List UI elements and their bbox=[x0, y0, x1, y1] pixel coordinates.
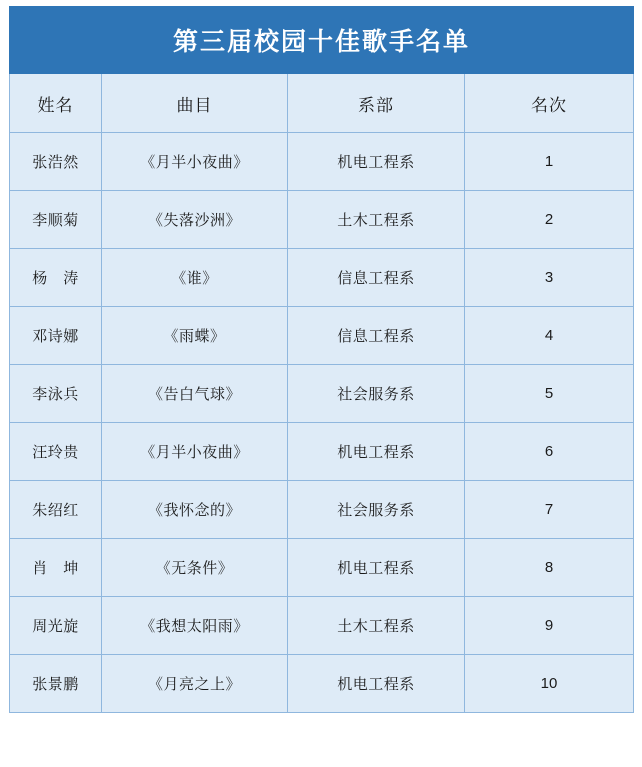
cell-dept: 机电工程系 bbox=[288, 655, 465, 713]
table-row bbox=[10, 133, 634, 191]
column-header-song: 曲目 bbox=[102, 74, 288, 133]
cell-rank: 2 bbox=[465, 191, 634, 249]
table-row bbox=[10, 249, 634, 307]
cell-dept: 土木工程系 bbox=[288, 597, 465, 655]
cell-rank: 10 bbox=[465, 655, 634, 713]
table-row bbox=[10, 191, 634, 249]
cell-rank: 7 bbox=[465, 481, 634, 539]
cell-rank: 1 bbox=[465, 133, 634, 191]
cell-song: 《无条件》 bbox=[102, 539, 288, 597]
page-title: 第三届校园十佳歌手名单 bbox=[10, 7, 634, 74]
header-row bbox=[10, 74, 634, 133]
cell-name: 杨 涛 bbox=[10, 249, 102, 307]
cell-rank: 5 bbox=[465, 365, 634, 423]
column-header-dept: 系部 bbox=[288, 74, 465, 133]
table-row bbox=[10, 539, 634, 597]
cell-song: 《我想太阳雨》 bbox=[102, 597, 288, 655]
cell-dept: 土木工程系 bbox=[288, 191, 465, 249]
table-row bbox=[10, 307, 634, 365]
cell-song: 《月亮之上》 bbox=[102, 655, 288, 713]
cell-dept: 信息工程系 bbox=[288, 307, 465, 365]
cell-rank: 9 bbox=[465, 597, 634, 655]
cell-name: 张景鹏 bbox=[10, 655, 102, 713]
singer-list-table bbox=[9, 6, 634, 713]
table-body bbox=[10, 7, 634, 713]
column-header-rank: 名次 bbox=[465, 74, 634, 133]
cell-name: 汪玲贵 bbox=[10, 423, 102, 481]
column-header-name: 姓名 bbox=[10, 74, 102, 133]
cell-song: 《失落沙洲》 bbox=[102, 191, 288, 249]
cell-name: 肖 坤 bbox=[10, 539, 102, 597]
cell-rank: 6 bbox=[465, 423, 634, 481]
cell-dept: 社会服务系 bbox=[288, 365, 465, 423]
cell-dept: 机电工程系 bbox=[288, 423, 465, 481]
cell-rank: 3 bbox=[465, 249, 634, 307]
cell-dept: 机电工程系 bbox=[288, 133, 465, 191]
table-row bbox=[10, 597, 634, 655]
cell-song: 《告白气球》 bbox=[102, 365, 288, 423]
cell-name: 周光旋 bbox=[10, 597, 102, 655]
cell-song: 《雨蝶》 bbox=[102, 307, 288, 365]
table-row bbox=[10, 365, 634, 423]
table-row bbox=[10, 481, 634, 539]
table-row bbox=[10, 655, 634, 713]
cell-dept: 信息工程系 bbox=[288, 249, 465, 307]
cell-dept: 社会服务系 bbox=[288, 481, 465, 539]
cell-song: 《谁》 bbox=[102, 249, 288, 307]
cell-song: 《月半小夜曲》 bbox=[102, 133, 288, 191]
cell-name: 张浩然 bbox=[10, 133, 102, 191]
cell-name: 邓诗娜 bbox=[10, 307, 102, 365]
cell-name: 李顺菊 bbox=[10, 191, 102, 249]
cell-rank: 8 bbox=[465, 539, 634, 597]
cell-song: 《我怀念的》 bbox=[102, 481, 288, 539]
cell-rank: 4 bbox=[465, 307, 634, 365]
title-row bbox=[10, 7, 634, 74]
cell-song: 《月半小夜曲》 bbox=[102, 423, 288, 481]
table-row bbox=[10, 423, 634, 481]
cell-name: 李泳兵 bbox=[10, 365, 102, 423]
cell-dept: 机电工程系 bbox=[288, 539, 465, 597]
cell-name: 朱绍红 bbox=[10, 481, 102, 539]
